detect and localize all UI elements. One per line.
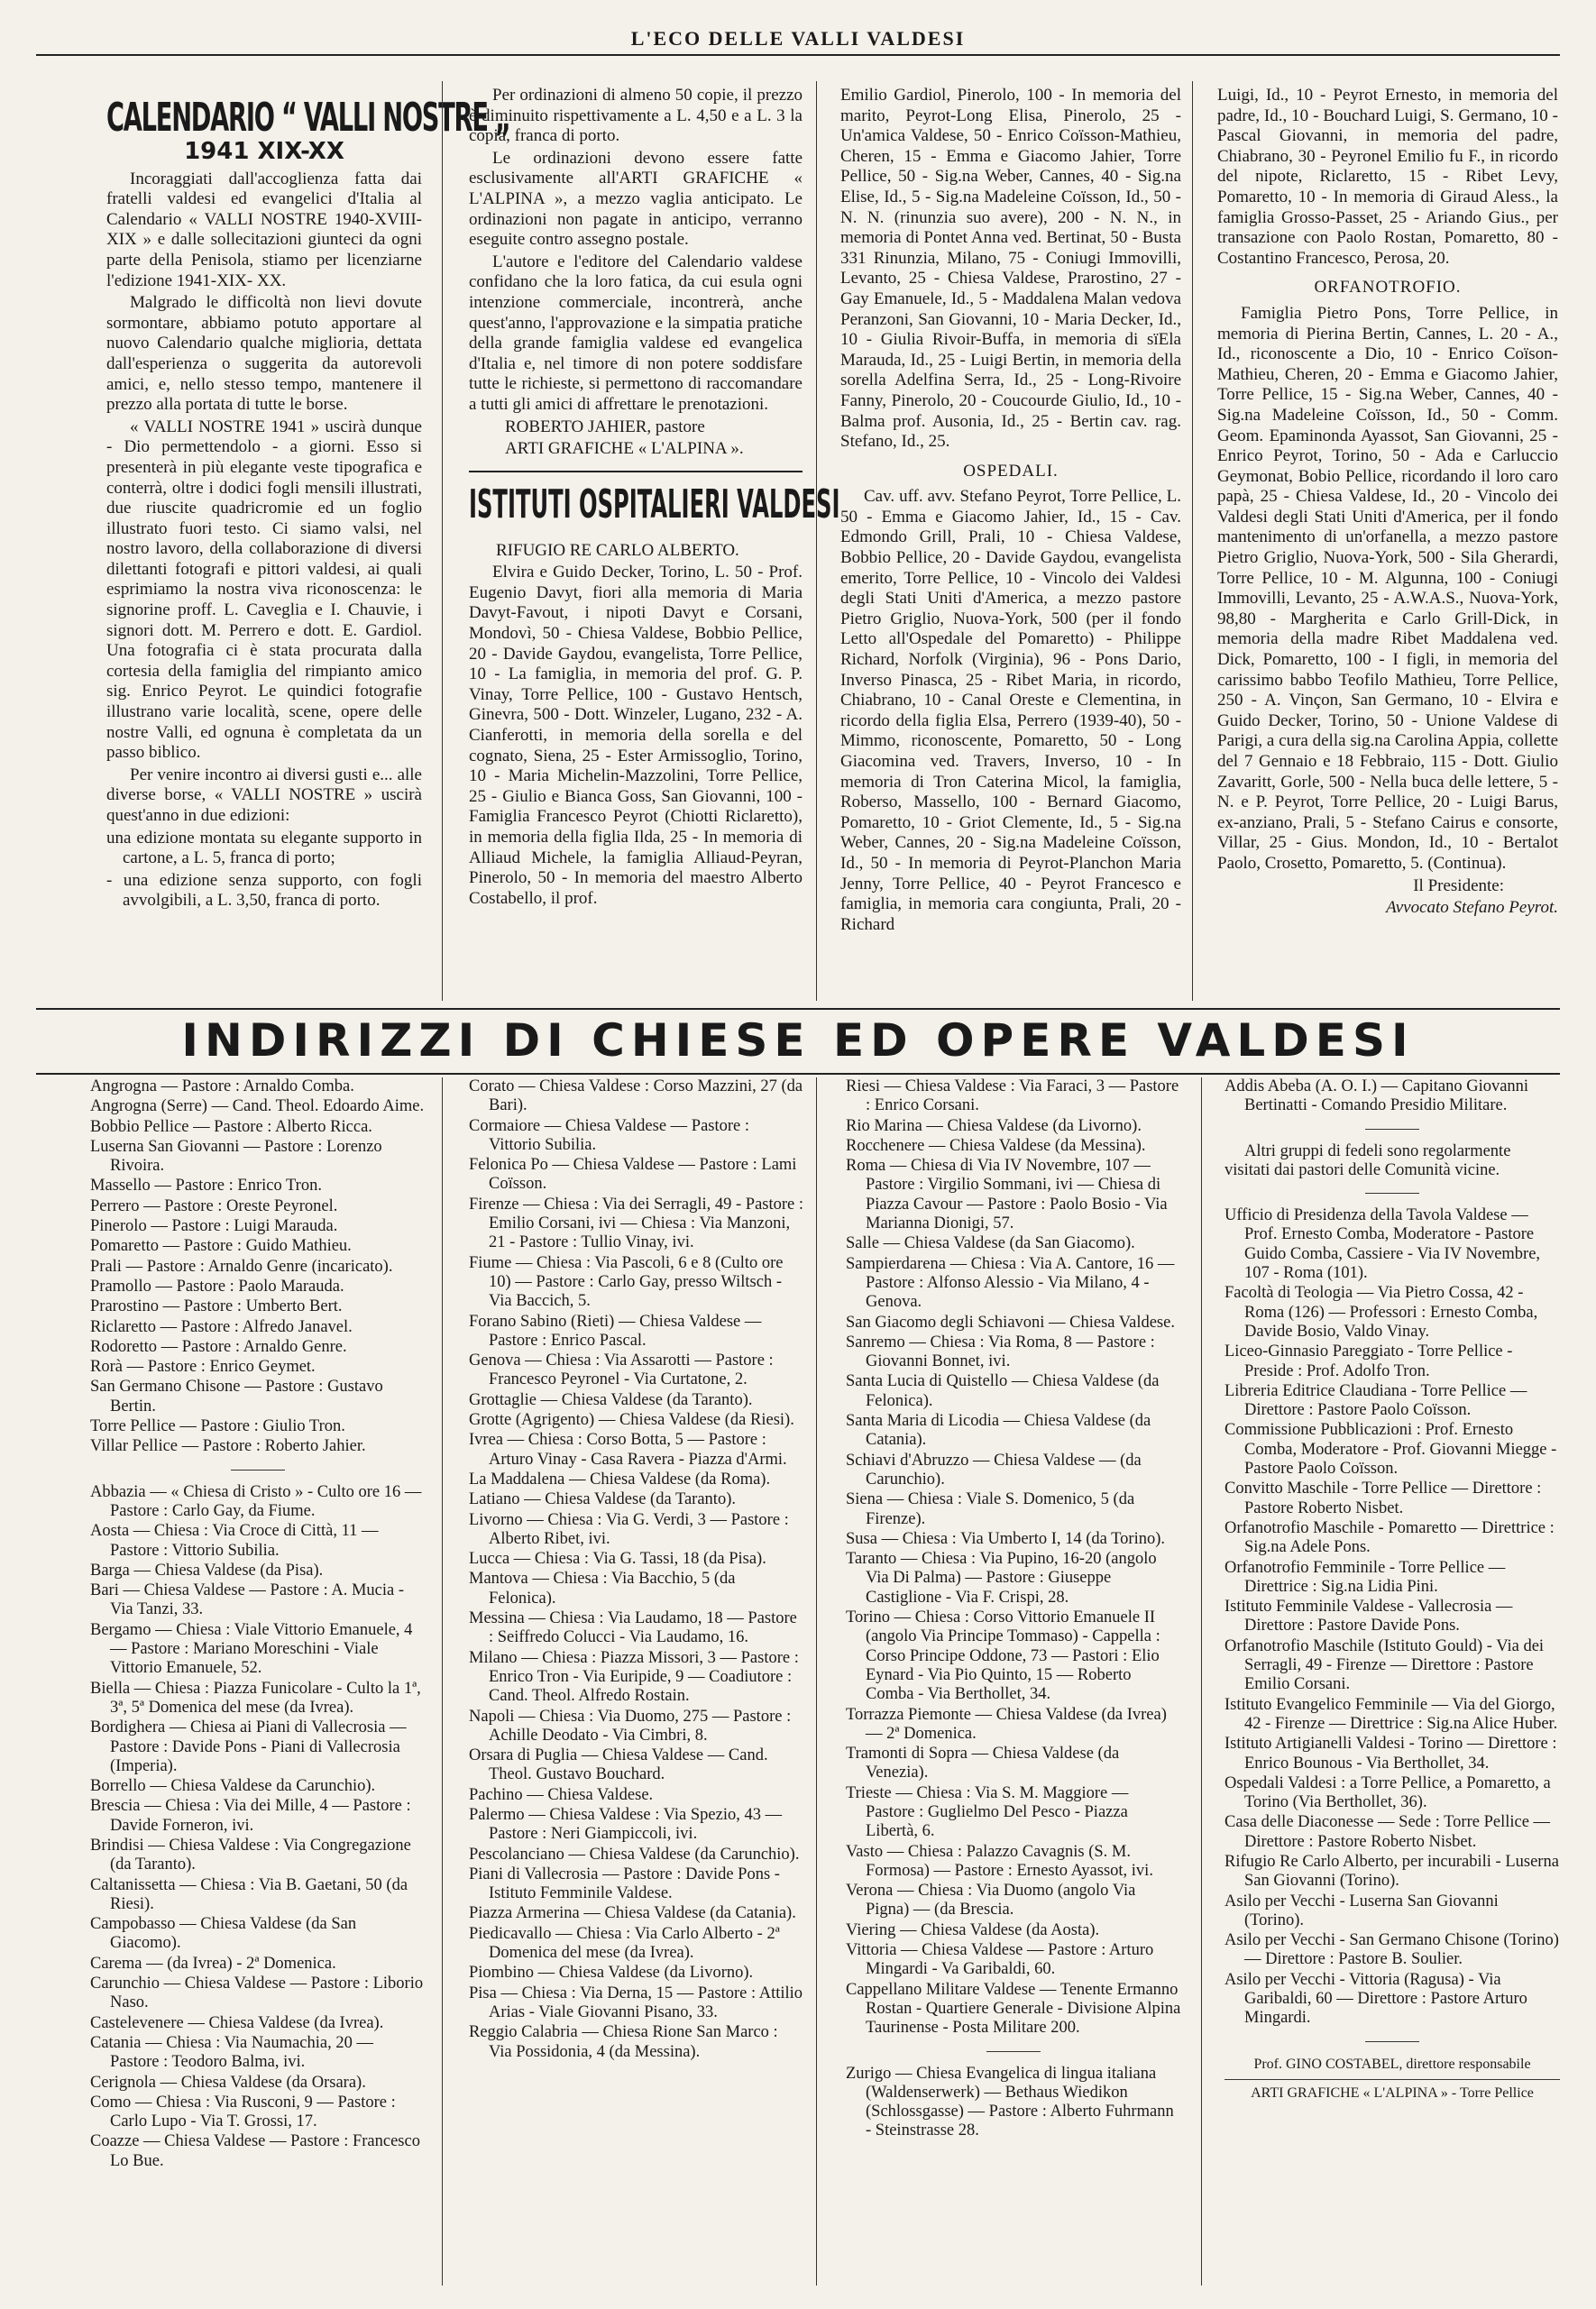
directory-entry: Verona — Chiesa : Via Duomo (angolo Via Pigna) — (da Brescia. [846, 1882, 1136, 1920]
directory-entry: Borrello — Chiesa Valdese da Carunchio). [90, 1777, 376, 1796]
calendario-paragraph: Malgrado le difficoltà non lievi dovute sormontare, abbiamo potuto apportare al nuovo Calendario qualche miglioria, dettata dall'esperienza o suggerita da autorevoli amici, e, nello stesso tempo, mantenere il prezzo alla portata di tutte le borse. [106, 293, 422, 415]
calendario-edition: una edizione montata su elegante supporto in cartone, a L. 5, franca di porto; [106, 828, 422, 868]
directory-entry: Abbazia — « Chiesa di Cristo » - Culto ore 16 — Pastore : Carlo Gay, da Fiume. [90, 1482, 422, 1520]
footer-editor: Prof. GINO COSTABEL, direttore responsabile [1253, 2056, 1531, 2072]
directory-entry: Rorà — Pastore : Enrico Geymet. [90, 1358, 316, 1377]
calendario-paragraph: « VALLI NOSTRE 1941 » uscirà dunque - Dio permettendolo - a giorni. Esso si presenterà in più elegante veste tipografica e conterrà, oltre i dodici fogli mensili illustrati, due riuscite quadricromie ed un foglio illustrato fuori testo. Ci siamo valsi, nel nostro lavoro, della collaborazione di diversi dilettanti fotografi e pittori valdesi, ai quali esprimiamo la nostra viva riconoscenza: le signorine proff. L. Caveglia e I. Chauvie, i signori dott. M. Perrero e dott. E. Gardiol. Una fotografia ci è stata procurata dalla cortesia della famiglia del rimpianto amico sig. Enrico Peyrot. Le quindici fotografie illustrano varie località, scene, opere delle nostre Valli, ed ognuna è completata da un passo biblico. [106, 417, 422, 763]
directory-entry: Campobasso — Chiesa Valdese (da San Giacomo). [90, 1915, 357, 1953]
directory-entry: Istituto Evangelico Femminile — Via del Giorgo, 42 - Firenze — Direttrice : Sig.na Alice Huber. [1225, 1695, 1558, 1733]
calendario-continued-column [469, 86, 840, 1005]
directory-entry: Orfanotrofio Maschile - Pomaretto — Direttrice : Sig.na Adele Pons. [1225, 1518, 1555, 1557]
directory-entry: Schiavi d'Abruzzo — Chiesa Valdese — (da Carunchio). [846, 1451, 1142, 1489]
directory-entry: Reggio Calabria — Chiesa Rione San Marco : Via Possidonia, 4 (da Messina). [469, 2023, 778, 2061]
directory-entry: Palermo — Chiesa Valdese : Via Spezio, 43 — Pastore : Neri Giampiccoli, ivi. [469, 1805, 783, 1844]
directory-entry: Milano — Chiesa : Piazza Missori, 3 — Pastore : Enrico Tron - Via Euripide, 9 — Coadiutore : Cand. Theol. Alfredo Rostain. [469, 1648, 799, 1706]
directory-column-1 [90, 1077, 426, 2286]
separator-rule [1365, 2041, 1419, 2042]
directory-entry: Pomaretto — Pastore : Guido Mathieu. [90, 1237, 352, 1256]
directory-entry: Prali — Pastore : Arnaldo Genre (incaricato). [90, 1257, 393, 1276]
directory-entry: Aosta — Chiesa : Via Croce di Città, 11 — Pastore : Vittorio Subilia. [90, 1522, 379, 1560]
directory-entry: Asilo per Vecchi - San Germano Chisone (Torino) — Direttore : Pastore B. Soulier. [1225, 1931, 1559, 1969]
directory-entry: Felonica Po — Chiesa Valdese — Pastore : Lami Coïsson. [469, 1156, 797, 1194]
directory-entry: Brindisi — Chiesa Valdese : Via Congregazione (da Taranto). [90, 1836, 411, 1874]
directory-entry: Como — Chiesa : Via Rusconi, 9 — Pastore : Carlo Lupo - Via T. Grossi, 17. [90, 2093, 396, 2131]
directory-entry: Angrogna — Pastore : Arnaldo Comba. [90, 1077, 354, 1095]
directory-entry: Orfanotrofio Maschile (Istituto Gould) - Via dei Serragli, 49 - Firenze — Direttore : Pastore Emilio Corsani. [1225, 1636, 1545, 1694]
directory-entry: Perrero — Pastore : Oreste Peyronel. [90, 1196, 338, 1215]
directory-entry: Fiume — Chiesa : Via Pascoli, 6 e 8 (Culto ore 10) — Pastore : Carlo Gay, presso Wiltsch - Via Baccich, 5. [469, 1253, 784, 1311]
directory-entry: Libreria Editrice Claudiana - Torre Pellice — Direttore : Pastore Paolo Coïsson. [1225, 1381, 1527, 1420]
directory-entry: Sanremo — Chiesa : Via Roma, 8 — Pastore : Giovanni Bonnet, ivi. [846, 1333, 1155, 1371]
directory-entry: Rodoretto — Pastore : Arnaldo Genre. [90, 1337, 347, 1356]
directory-entry: Istituto Artigianelli Valdesi - Torino — Direttore : Enrico Bounous - Via Berthollet, 34. [1225, 1735, 1557, 1773]
rifugio-heading: RIFUGIO RE CARLO ALBERTO. [496, 540, 739, 560]
directory-entry: Siena — Chiesa : Viale S. Domenico, 5 (da Firenze). [846, 1490, 1135, 1528]
directory-entry: Piombino — Chiesa Valdese (da Livorno). [469, 1964, 754, 1983]
directory-entry: Trieste — Chiesa : Via S. M. Maggiore — Pastore : Guglielmo Del Pesco - Piazza Libertà, 6. [846, 1783, 1129, 1841]
directory-entry: Prarostino — Pastore : Umberto Bert. [90, 1297, 343, 1316]
orfanotrofio-donations: Famiglia Pietro Pons, Torre Pellice, in memoria di Pierina Bertin, Cannes, L. 20 - A., Id., riconoscente a Dio, 10 - Enrico Coïson-Mathieu, Cheren, 20 - Emma e Giacomo Jahier, Torre Pellice, 15 - Sig.na Weber, Cannes, 40 - Sig.na Madeleine Coïsson, Id., 50 - Comm. Geom. Epaminonda Ayassot, San Giovanni, 25 - Enrico Peyrot, Torino, 50 - Ada e Carluccio Geymonat, Bobio Pellice, ricordando il loro caro papà, 25 - Chiesa Valdese, Id., 20 - Vincolo dei Valdesi degli Stati Uniti d'America, per il fondo mantenimento di un'orfanella, a mezzo pastore Pietro Griglio, Nuova-York, 500 - Sila Gherardi, Torre Pellice, 10 - M. Algunna, 100 - Coniugi Immovilli, Levanto, 25 - A.W.A.S., Nuova-York, 98,80 - Margherita e Carlo Grill-Dick, in memoria della madre Ribet Maddalena ved. Dick, Pomaretto, 100 - I figli, in memoria del carissimo babbo Teofilo Mathieu, Torre Pellice, 250 - A. Vinçon, San Germano, 10 - Elvira e Guido Decker, Torino, 50 - Unione Valdese di Parigi, a cura della sig.na Carolina Appia, collette del 7 Gennaio e 18 Febbraio, 115 - Dott. Giulio Zavaritt, Gorle, 500 - Nella buca delle lettere, 5 - N. e P. Peyrot, Torre Pellice, 20 - Luigi Barus, ex-anziano, Prali, 5 - Stefano Cairus e consorte, Villar, 25 - Gius. Mondon, Id., 10 - Bertalot Paolo, Crosetto, Pomaretto, 5. (Continua). [1217, 303, 1558, 873]
directory-entry: Piedicavallo — Chiesa : Via Carlo Alberto - 2ª Domenica del mese (da Ivrea). [469, 1924, 780, 1963]
signature-publisher: ARTI GRAFICHE « L'ALPINA ». [505, 439, 744, 459]
directory-entry: Cormaiore — Chiesa Valdese — Pastore : Vittorio Subilia. [469, 1116, 750, 1154]
separator-rule [1365, 1193, 1419, 1194]
directory-entry: Asilo per Vecchi - Vittoria (Ragusa) - Via Garibaldi, 60 — Direttore : Pastore Arturo Mingardi. [1225, 1970, 1527, 2028]
directory-entry: Viering — Chiesa Valdese (da Aosta). [846, 1920, 1100, 1939]
footer-printer: ARTI GRAFICHE « L'ALPINA » - Torre Pellice [1225, 2079, 1560, 2103]
directory-entry: Massello — Pastore : Enrico Tron. [90, 1177, 322, 1196]
directory-entry: Cerignola — Chiesa Valdese (da Orsara). [90, 2073, 366, 2092]
directory-entry: Commissione Pubblicazioni : Prof. Ernesto Comba, Moderatore - Prof. Giovanni Miegge - Pastore Paolo Coïsson. [1225, 1421, 1557, 1479]
directory-entry: Liceo-Ginnasio Pareggiato - Torre Pellice - Preside : Prof. Adolfo Tron. [1225, 1342, 1513, 1380]
directory-entry: Latiano — Chiesa Valdese (da Taranto). [469, 1490, 736, 1509]
istituti-title: ISTITUTI OSPITALIERI VALDESI [469, 481, 840, 527]
ospedali-donations-continued: Luigi, Id., 10 - Peyrot Ernesto, in memoria del padre, Id., 10 - Bouchard Luigi, S. Germano, 10 - Pascal Giovanni, in memoria del padre, Chiabrano, 30 - Peyronel Emilio fu F., in ricordo del nipote, Riclaretto, 15 - Ribet Levy, Pomaretto, 10 - In memoria di Giraud Aless., la famiglia Grosso-Passet, 25 - Ariando Gius., per transazione con Paolo Rostan, Pomaretto, 80 - Costantino Francesco, Perosa, 20. [1217, 86, 1558, 268]
orfanotrofio-heading: ORFANOTROFIO. [1314, 278, 1462, 298]
directory-entry: Orfanotrofio Femminile - Torre Pellice — Direttrice : Sig.na Lidia Pini. [1225, 1558, 1506, 1596]
directory-entry: Istituto Femminile Valdese - Vallecrosia — Direttore : Pastore Davide Pons. [1225, 1598, 1513, 1636]
directory-entry: Taranto — Chiesa : Via Pupino, 16-20 (angolo Via Di Palma) — Pastore : Giuseppe Castiglione - Via F. Crispi, 28. [846, 1550, 1157, 1607]
directory-entry: Convitto Maschile - Torre Pellice — Direttore : Pastore Roberto Nisbet. [1225, 1480, 1542, 1517]
directory-entry: Casa delle Diaconesse — Sede : Torre Pellice — Direttore : Pastore Roberto Nisbet. [1225, 1813, 1551, 1851]
rifugio-donations-continued: Emilio Gardiol, Pinerolo, 100 - In memoria del marito, Peyrot-Long Elisa, Pinerolo, 25 - Un'amica Valdese, 50 - Enrico Coïsson-Mathieu, Cheren, 15 - Emma e Giacomo Jahier, Torre Pellice, 50 - Sig.na Weber, Cannes, 40 - Sig.na Elise, Id., 5 - Sig.na Madeleine Coïsson, Id., 50 - N. N. (rinunzia suo avere), 200 - N. N., in memoria di Pontet Anna ved. Bertinat, 50 - Busta 331 Rinunzia, Milano, 75 - Coniugi Immovilli, Levanto, 25 - Chiesa Valdese, Prarostino, 27 - Gay Emanuele, Id., 5 - Maddalena Malan vedova Peranzoni, San Giovanni, 10 - Maria Decker, Id., 10 - Giulia Rivoir-Buffa, in memoria di sïEla Marauda, Id., 25 - Luigi Bertin, in memoria della sorella Adelfina Serra, Id., 25 - Long-Rivoire Fanny, Pinerolo, 20 - Coucourde Giulio, Id., 10 - Balma prof. Ausonia, Id., 25 - Bertin cav. rag. Stefano, Id., 25. [840, 86, 1181, 452]
banner-bottom-rule [36, 1073, 1560, 1075]
directory-entry: Catania — Chiesa : Via Naumachia, 20 — Pastore : Teodoro Balma, ivi. [90, 2033, 373, 2072]
directory-entry: Pinerolo — Pastore : Luigi Marauda. [90, 1217, 338, 1236]
directory-entry: Livorno — Chiesa : Via G. Verdi, 3 — Pastore : Alberto Ribet, ivi. [469, 1510, 789, 1548]
directory-entry: Torino — Chiesa : Corso Vittorio Emanuele II (angolo Via Principe Tommaso) - Cappella : Corso Principe Oddone, 73 — Pastori : Elio Eynard - Via Pio Quinto, 15 — Roberto Comba - Via Berthollet, 34. [846, 1608, 1160, 1704]
directory-entry: Rifugio Re Carlo Alberto, per incurabili - Luserna San Giovanni (Torino). [1225, 1852, 1559, 1891]
separator-rule [231, 1470, 285, 1471]
directory-entry: Orsara di Puglia — Chiesa Valdese — Cand. Theol. Gustavo Bouchard. [469, 1746, 768, 1784]
directory-entry: Ufficio di Presidenza della Tavola Valdese — Prof. Ernesto Comba, Moderatore - Pastore Guido Comba, Cassiere - Via IV Novembre, 107 - Roma (101). [1225, 1206, 1541, 1283]
calendario-title: CALENDARIO “ VALLI NOSTRE „ [106, 95, 510, 141]
directory-entry: Forano Sabino (Rieti) — Chiesa Valdese — Pastore : Enrico Pascal. [469, 1312, 762, 1350]
calendario-paragraph: Per venire incontro ai diversi gusti e... alle diverse borse, « VALLI NOSTRE » uscirà quest'anno in due edizioni: [106, 765, 422, 825]
president-name: Avvocato Stefano Peyrot. [1386, 898, 1558, 918]
signature-author: ROBERTO JAHIER, pastore [505, 417, 705, 436]
directory-entry: Piazza Armerina — Chiesa Valdese (da Catania). [469, 1904, 796, 1923]
column-divider [1192, 81, 1193, 1001]
directory-entry: Messina — Chiesa : Via Laudamo, 18 — Pastore : Seiffredo Colucci - Via Laudamo, 16. [469, 1609, 797, 1647]
orfanotrofio-column [1217, 86, 1558, 1005]
directory-entry: Ospedali Valdesi : a Torre Pellice, a Pomaretto, a Torino (Via Berthollet, 36). [1225, 1773, 1551, 1812]
directory-column-2 [469, 1077, 804, 2286]
directory-entry: Grotte (Agrigento) — Chiesa Valdese (da Riesi). [469, 1411, 794, 1430]
ospedali-donations: Cav. uff. avv. Stefano Peyrot, Torre Pellice, L. 50 - Emma e Giacomo Jahier, Id., 15 - Cav. Edmondo Grill, Prali, 10 - Chiesa Valdese, Bobbio Pellice, 20 - Davide Gaydou, evangelista emerito, Torre Pellice, 10 - Vincolo dei Valdesi degli Stati Uniti d'America, a mezzo pastore Pietro Griglio, Nuova-York, 500 (per il fondo Letto all'Ospedale del Pomaretto) - Philippe Richard, Norfolk (Virginia), 96 - Pons Dario, Inverso Pinasca, 25 - Ribet Maria, in ricordo, Chiabrano, 10 - Canal Oreste e Clementina, in ricordo della figlia Elsa, Perrero (1939-40), 50 - Mimmo, riconoscente, Pomaretto, 50 - Long Giacomina ved. Travers, Inverso, 10 - In memoria di Tron Caterina Micol, la famiglia, Roberso, Massello, 100 - Bernard Giacomo, Pomaretto, 10 - Griot Clemente, Id., 5 - Sig.na Weber, Cannes, 20 - Sig.na Madeleine Coïsson, Id., 50 - In memoria di Peyrot-Planchon Maria Jenny, Torre Pellice, 40 - Peyrot Francesco e famiglia, in memoria cara congiunta, Prali, 20 - Richard [840, 487, 1181, 934]
section-rule [469, 471, 803, 472]
directory-entry: Cappellano Militare Valdese — Tenente Ermanno Rostan - Quartiere Generale - Divisione Alpina Taurinense - Posta Militare 200. [846, 1980, 1181, 2038]
directory-entry: Torre Pellice — Pastore : Giulio Tron. [90, 1417, 345, 1436]
directory-entry: Carunchio — Chiesa Valdese — Pastore : Liborio Naso. [90, 1975, 424, 2012]
calendario-column [106, 86, 510, 1005]
calendario-subtitle: 1941 XIX-XX [184, 138, 344, 165]
directory-entry: Facoltà di Teologia — Via Pietro Cossa, 42 - Roma (126) — Professori : Ernesto Comba, Davide Bosio, Valdo Vinay. [1225, 1284, 1538, 1341]
directory-entry: Biella — Chiesa : Piazza Funicolare - Culto la 1ª, 3ª, 5ª Domenica del mese (da Ivrea). [90, 1679, 421, 1717]
directory-entry: Santa Lucia di Quistello — Chiesa Valdese (da Felonica). [846, 1372, 1160, 1410]
banner-top-rule [36, 1008, 1560, 1010]
directory-entry: Torrazza Piemonte — Chiesa Valdese (da Ivrea) — 2ª Domenica. [846, 1705, 1167, 1743]
masthead-rule [36, 54, 1560, 56]
directory-entry: Bordighera — Chiesa ai Piani di Vallecrosia — Pastore : Davide Pons - Piani di Vallecrosia (Imperia). [90, 1718, 407, 1775]
directory-entry: Piani di Vallecrosia — Pastore : Davide Pons - Istituto Femminile Valdese. [469, 1865, 780, 1903]
directory-entry: Pisa — Chiesa : Via Derna, 15 — Pastore : Attilio Arias - Viale Giovanni Pisano, 33. [469, 1984, 803, 2021]
directory-entry: Addis Abeba (A. O. I.) — Capitano Giovanni Bertinatti - Comando Presidio Militare. [1225, 1077, 1529, 1115]
directory-entry: Asilo per Vecchi - Luserna San Giovanni (Torino). [1225, 1892, 1499, 1929]
president-label: Il Presidente: [1413, 875, 1504, 895]
directory-entry: Villar Pellice — Pastore : Roberto Jahier. [90, 1437, 366, 1456]
directory-entry: Castelevenere — Chiesa Valdese (da Ivrea). [90, 2013, 384, 2032]
calendario-paragraph: Per ordinazioni di almeno 50 copie, il prezzo è diminuito rispettivamente a L. 4,50 e a L. 3 la copia, franca di porto. [469, 86, 803, 146]
directory-entry: Carema — (da Ivrea) - 2ª Domenica. [90, 1954, 336, 1973]
calendario-paragraph: Le ordinazioni devono essere fatte esclusivamente all'ARTI GRAFICHE « L'ALPINA », a mezzo vaglia anticipato. Le ordinazioni non pagate in anticipo, verranno eseguite contro assegno postale. [469, 148, 803, 250]
directory-entry: Napoli — Chiesa : Via Duomo, 275 — Pastore : Achille Deodato - Via Cimbri, 8. [469, 1707, 792, 1745]
directory-entry: Coazze — Chiesa Valdese — Pastore : Francesco Lo Bue. [90, 2132, 420, 2170]
directory-entry: Tramonti di Sopra — Chiesa Valdese (da Venezia). [846, 1745, 1120, 1782]
directory-entry: Santa Maria di Licodia — Chiesa Valdese (da Catania). [846, 1412, 1151, 1450]
directory-entry: Bobbio Pellice — Pastore : Alberto Ricca. [90, 1117, 372, 1136]
directory-entry: Mantova — Chiesa : Via Bacchio, 5 (da Felonica). [469, 1570, 736, 1608]
column-divider [442, 81, 443, 1001]
directory-entry: Genova — Chiesa : Via Assarotti — Pastore : Francesco Peyronel - Via Curtatone, 2. [469, 1351, 774, 1389]
directory-entry: Rio Marina — Chiesa Valdese (da Livorno). [846, 1116, 1142, 1135]
directory-entry: Riesi — Chiesa Valdese : Via Faraci, 3 — Pastore : Enrico Corsani. [846, 1077, 1179, 1115]
directory-entry: Sampierdarena — Chiesa : Via A. Cantore, 16 — Pastore : Alfonso Alessio - Via Milano, 4 - Genova. [846, 1254, 1175, 1312]
directory-entry: Salle — Chiesa Valdese (da San Giacomo). [846, 1234, 1135, 1253]
separator-rule [986, 2051, 1041, 2052]
directory-entry: Corato — Chiesa Valdese : Corso Mazzini, 27 (da Bari). [469, 1077, 803, 1115]
calendario-paragraph: L'autore e l'editore del Calendario valdese confidano che la loro fatica, da cui esula ogni intenzione commerciale, incontrerà, anche quest'anno, l'approvazione e la simpatia pratiche della grande famiglia valdese ed evangelica d'Italia e, nel timore di non potere soddisfare tutte le richieste, si permettono di raccomandare a tutti gli amici di affrettare le prenotazioni. [469, 252, 803, 414]
rifugio-donations: Elvira e Guido Decker, Torino, L. 50 - Prof. Eugenio Davyt, fiori alla memoria di Maria Davyt-Favout, i nipoti Davyt e Corsani, Mondovì, 50 - Chiesa Valdese, Bobbio Pellice, 20 - Davide Gaydou, evangelista, Torre Pellice, 10 - La famiglia, in memoria del prof. G. P. Vinay, Torre Pellice, 100 - Gustavo Hentsch, Ginevra, 500 - Dott. Winzeler, Lugano, 232 - A. Cianferotti, in memoria della sorella e del cognato, Siena, 25 - Ester Armissoglio, Torino, 10 - Maria Michelin-Mazzolini, Torre Pellice, 25 - Giulio e Bianca Goss, San Giovanni, 100 - Famiglia Francesco Peyrot (Chiotti Riclaretto), in memoria della figlia Ilda, 25 - In memoria di Alliaud Michele, la famiglia Alliaud-Peyran, Pinerolo, 50 - In memoria del maestro Alberto Costabello, il prof. [469, 563, 803, 908]
column-divider [816, 81, 817, 1001]
masthead: L'ECO DELLE VALLI VALDESI [630, 27, 966, 50]
ospedali-heading: OSPEDALI. [963, 461, 1059, 481]
directory-entry: Pramollo — Pastore : Paolo Marauda. [90, 1277, 344, 1296]
directory-entry: Angrogna (Serre) — Cand. Theol. Edoardo Aime. [90, 1097, 425, 1116]
directory-entry: San Giacomo degli Schiavoni — Chiesa Valdese. [846, 1313, 1175, 1332]
directory-column-4 [1225, 1077, 1560, 2286]
directory-entry: Firenze — Chiesa : Via dei Serragli, 49 - Pastore : Emilio Corsani, ivi — Chiesa : Via Manzoni, 21 - Pastore : Tullio Vinay, ivi. [469, 1195, 804, 1252]
directory-note: Altri gruppi di fedeli sono regolarmente visitati dai pastori delle Comunità vicine. [1225, 1141, 1511, 1179]
directory-entry: San Germano Chisone — Pastore : Gustavo Bertin. [90, 1378, 383, 1416]
directory-banner: INDIRIZZI DI CHIESE ED OPERE VALDESI [181, 1014, 1415, 1067]
directory-column-3 [846, 1077, 1181, 2286]
directory-entry: Luserna San Giovanni — Pastore : Lorenzo Rivoira. [90, 1137, 382, 1176]
column-divider [816, 1077, 817, 2286]
directory-entry: Grottaglie — Chiesa Valdese (da Taranto). [469, 1390, 753, 1409]
directory-entry: Barga — Chiesa Valdese (da Pisa). [90, 1561, 324, 1580]
donations-column [840, 86, 1181, 1005]
directory-entry: Zurigo — Chiesa Evangelica di lingua italiana (Waldenserwerk) — Bethaus Wiedikon (Schlossgasse) — Pastore : Alberto Fuhrmann - Steinstrasse 28. [846, 2064, 1174, 2140]
directory-entry: Brescia — Chiesa : Via dei Mille, 4 — Pastore : Davide Forneron, ivi. [90, 1797, 411, 1835]
directory-entry: La Maddalena — Chiesa Valdese (da Roma). [469, 1470, 771, 1489]
directory-entry: Lucca — Chiesa : Via G. Tassi, 18 (da Pisa). [469, 1550, 766, 1569]
directory-entry: Caltanissetta — Chiesa : Via B. Gaetani, 50 (da Riesi). [90, 1875, 408, 1913]
directory-entry: Ivrea — Chiesa : Corso Botta, 5 — Pastore : Arturo Vinay - Casa Ravera - Piazza d'Armi. [469, 1431, 787, 1469]
separator-rule [1365, 1129, 1419, 1130]
column-divider [442, 1077, 443, 2286]
directory-entry: Roma — Chiesa di Via IV Novembre, 107 — Pastore : Virgilio Sommani, ivi — Chiesa di Piazza Cavour — Pastore : Paolo Bosio - Via Marianna Dionigi, 57. [846, 1157, 1168, 1233]
column-divider [1201, 1077, 1202, 2286]
directory-entry: Bari — Chiesa Valdese — Pastore : A. Mucia - Via Tanzi, 33. [90, 1581, 405, 1619]
calendario-paragraph: Incoraggiati dall'accoglienza fatta dai fratelli valdesi ed evangelici d'Italia al Calendario « VALLI NOSTRE 1940-XVIII-XIX » e dalle sollecitazioni giunteci da ogni parte della Penisola, stiamo per licenziarne l'edizione 1941-XIX- XX. [106, 169, 422, 290]
directory-entry: Pachino — Chiesa Valdese. [469, 1785, 654, 1804]
directory-entry: Susa — Chiesa : Via Umberto I, 14 (da Torino). [846, 1529, 1166, 1548]
directory-entry: Bergamo — Chiesa : Viale Vittorio Emanuele, 4 — Pastore : Mariano Moreschini - Viale Vittorio Emanuele, 52. [90, 1620, 413, 1678]
directory-entry: Riclaretto — Pastore : Alfredo Janavel. [90, 1317, 353, 1336]
directory-entry: Vittoria — Chiesa Valdese — Pastore : Arturo Mingardi - Va Garibaldi, 60. [846, 1941, 1154, 1979]
directory-entry: Vasto — Chiesa : Palazzo Cavagnis (S. M. Formosa) — Pastore : Ernesto Ayassot, ivi. [846, 1842, 1153, 1880]
directory-entry: Pescolanciano — Chiesa Valdese (da Carunchio). [469, 1845, 800, 1864]
calendario-edition: - una edizione senza supporto, con fogli avvolgibili, a L. 3,50, franca di porto. [106, 870, 422, 911]
directory-entry: Rocchenere — Chiesa Valdese (da Messina). [846, 1136, 1146, 1155]
